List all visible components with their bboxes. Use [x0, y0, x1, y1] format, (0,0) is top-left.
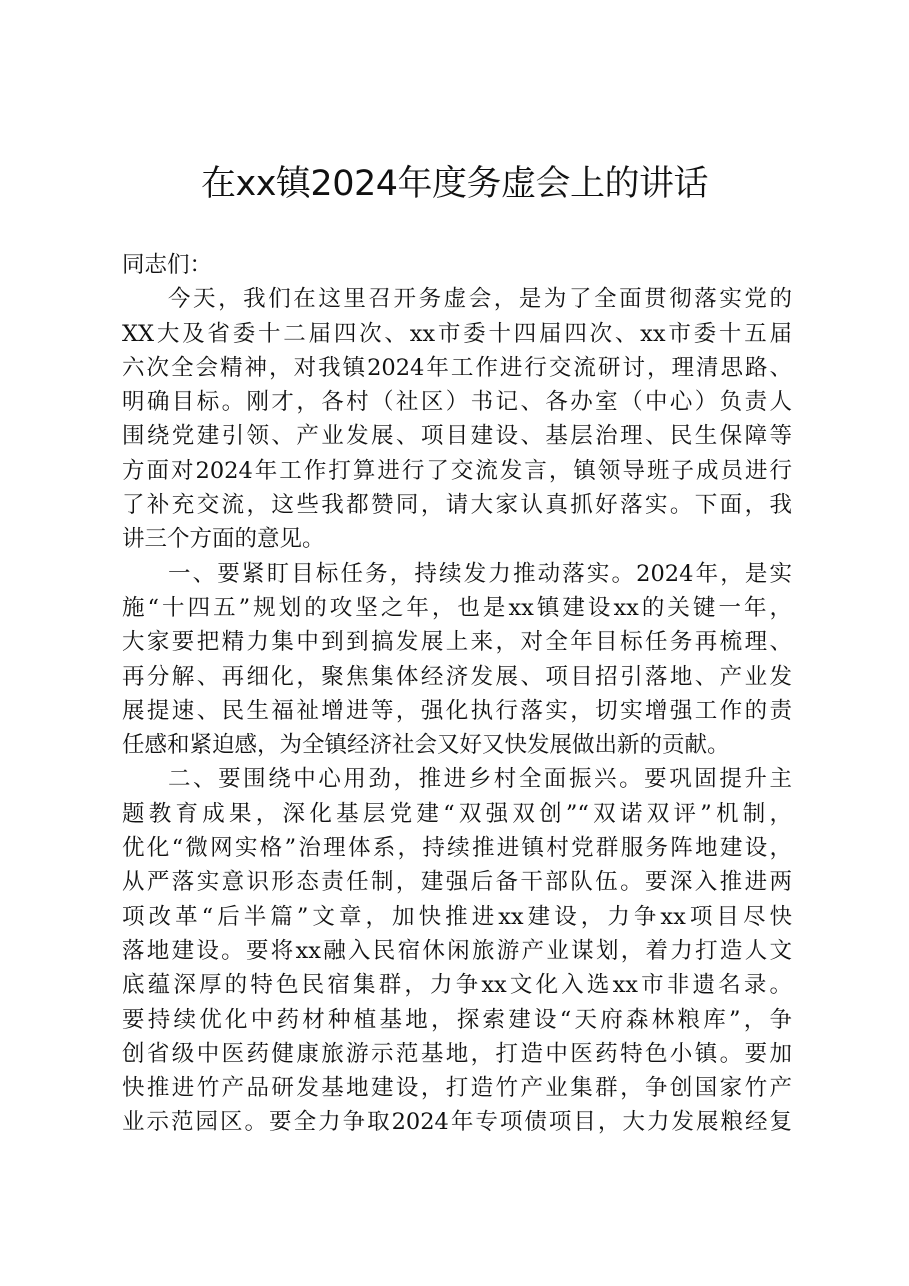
document-title: 在xx镇2024年度务虚会上的讲话: [201, 164, 708, 204]
paragraph-line: 了补充交流，这些我都赞同，请大家认真抓好落实。下面，我: [122, 492, 792, 519]
paragraph-line: 落地建设。要将xx融入民宿休闲旅游产业谋划，着力打造人文: [122, 937, 792, 964]
paragraph-line: 讲三个方面的意见。: [122, 526, 325, 553]
paragraph-line: 快推进竹产品研发基地建设，打造竹产业集群，争创国家竹产: [122, 1075, 792, 1102]
paragraph-line: 创省级中医药健康旅游示范基地，打造中医药特色小镇。要加: [122, 1040, 792, 1067]
paragraph-line: 要持续优化中药材种植基地，探索建设“天府森林粮库”，争: [122, 1006, 792, 1033]
paragraph-line: 展提速、民生福祉增进等，强化执行落实，切实增强工作的责: [122, 697, 792, 724]
paragraph-line: 今天，我们在这里召开务虚会，是为了全面贯彻落实党的: [168, 286, 792, 313]
document-body: [122, 248, 792, 1140]
paragraph-line: 题教育成果，深化基层党建“双强双创”“双诺双评”机制，: [122, 800, 792, 827]
paragraph-line: 围绕党建引领、产业发展、项目建设、基层治理、民生保障等: [122, 423, 792, 450]
paragraph-line: 方面对2024年工作打算进行了交流发言，镇领导班子成员进行: [122, 457, 792, 484]
paragraph-line: XX大及省委十二届四次、xx市委十四届四次、xx市委十五届: [122, 320, 792, 347]
paragraph-line: 六次全会精神，对我镇2024年工作进行交流研讨，理清思路、: [122, 354, 792, 381]
paragraph-line: 优化“微网实格”治理体系，持续推进镇村党群服务阵地建设，: [122, 835, 792, 862]
paragraph-line: 任感和紧迫感，为全镇经济社会又好又快发展做出新的贡献。: [122, 732, 730, 759]
paragraph-line: 业示范园区。要全力争取2024年专项债项目，大力发展粮经复: [122, 1109, 792, 1136]
paragraph-line: 项改革“后半篇”文章，加快推进xx建设，力争xx项目尽快: [122, 903, 792, 930]
paragraph-line: 大家要把精力集中到到搞发展上来，对全年目标任务再梳理、: [122, 629, 792, 656]
paragraph-line: 二、要围绕中心用劲，推进乡村全面振兴。要巩固提升主: [168, 766, 792, 793]
paragraph-line: 再分解、再细化，聚焦集体经济发展、项目招引落地、产业发: [122, 663, 792, 690]
salutation-line: 同志们：: [122, 252, 213, 278]
paragraph-line: 施“十四五”规划的攻坚之年，也是xx镇建设xx的关键一年，: [122, 594, 792, 621]
paragraph-line: 一、要紧盯目标任务，持续发力推动落实。2024年，是实: [168, 560, 792, 587]
paragraph-line: 从严落实意识形态责任制，建强后备干部队伍。要深入推进两: [122, 869, 792, 896]
paragraph-line: 底蕴深厚的特色民宿集群，力争xx文化入选xx市非遗名录。: [122, 972, 792, 999]
paragraph-line: 明确目标。刚才，各村（社区）书记、各办室（中心）负责人: [122, 389, 792, 416]
